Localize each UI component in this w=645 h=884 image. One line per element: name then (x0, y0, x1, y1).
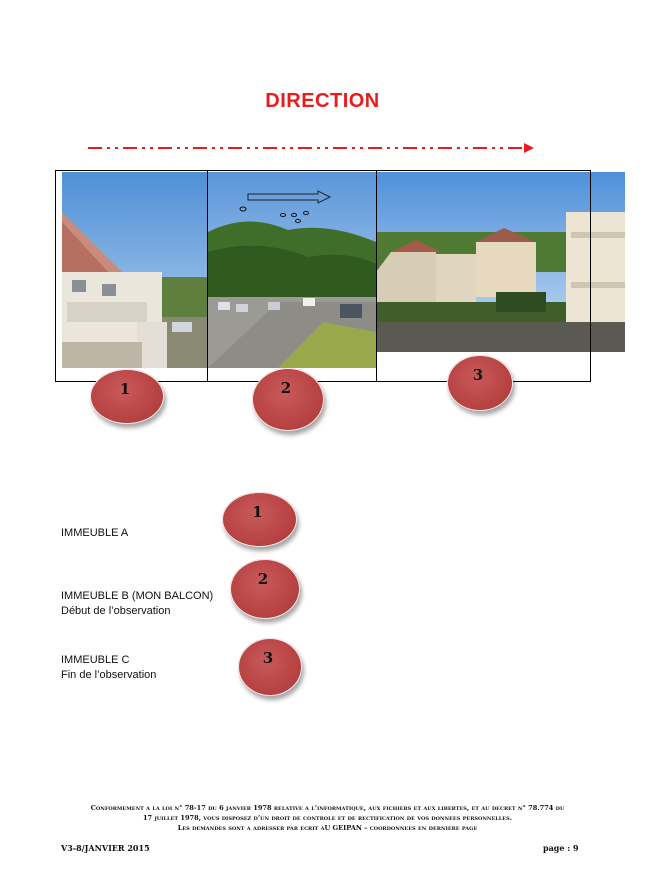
marker-legend-2: 2 (230, 559, 300, 619)
marker-photo-3: 3 (447, 355, 513, 411)
marker-legend-1: 1 (222, 492, 297, 547)
document-version: V3-8/JANVIER 2015 (61, 843, 150, 853)
legal-notice: Conformement a la loi n° 78-17 du 6 janvier 1978 relative a l’informatique, aux fichiers et aux libertes, et au decret n° 78.774 du 17 juillet 1978, vous disposez d’un droit de controle et de rectification de vos donnees personnelles. Les demandes sont a adresser par ecrit aU GEIPAN – coordonnees en derniere page (90, 804, 565, 832)
direction-arrow-icon (86, 140, 538, 156)
photo-frame-3 (376, 170, 591, 382)
marker-photo-2: 2 (252, 368, 324, 431)
page-number: page : 9 (543, 843, 579, 853)
legend-building-a: IMMEUBLE A (61, 527, 129, 539)
legend-building-b: IMMEUBLE B (MON BALCON) Début de l’observation (61, 590, 214, 617)
legend-building-c: IMMEUBLE C Fin de l’observation (61, 654, 157, 681)
page-title: DIRECTION (265, 90, 380, 112)
marker-legend-3: 3 (238, 638, 302, 696)
photo-frame-2 (207, 170, 377, 382)
panorama-photo-strip (55, 170, 625, 382)
marker-photo-1: 1 (90, 369, 164, 424)
photo-frame-1 (55, 170, 208, 382)
